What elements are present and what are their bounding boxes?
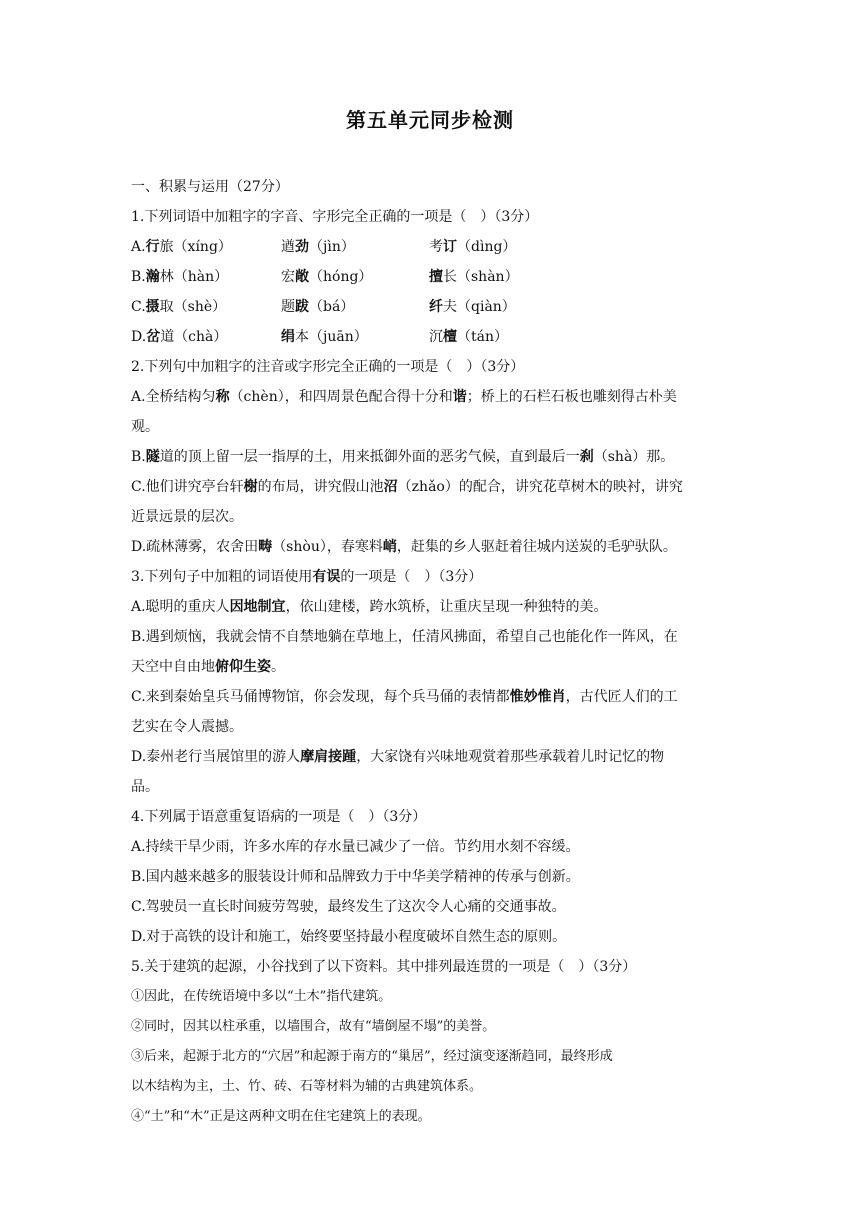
question-2-option-c: C.他们讲究亭台轩榭的布局，讲究假山池沼（zhǎo）的配合，讲究花草树木的映衬，讲究 (131, 479, 683, 495)
question-2-option-c-cont: 近景远景的层次。 (131, 509, 243, 525)
question-3-option-b: B.遇到烦恼，我就会情不自禁地躺在草地上，任清风拂面，希望自己也能化作一阵风，在 (131, 629, 678, 645)
section-heading: 一、积累与运用（27分） (131, 179, 289, 195)
option-word: 沉檀（tán） (429, 329, 508, 345)
question-3-option-c-cont: 艺实在令人震撼。 (131, 719, 243, 735)
question-1-option-c (131, 292, 731, 322)
question-4-stem: 4.下列属于语意重复语病的一项是（ ）（3分） (131, 809, 427, 825)
option-word: 绢本（juān） (281, 329, 368, 345)
question-5-sentence-4: ④“土”和“木”正是这两种文明在住宅建筑上的表现。 (131, 1109, 431, 1124)
option-word: 遒劲（jìn） (281, 239, 355, 255)
question-3-option-c: C.来到秦始皇兵马俑博物馆，你会发现，每个兵马俑的表情都惟妙惟肖，古代匠人们的工 (131, 689, 678, 705)
question-4-option-b: B.国内越来越多的服装设计师和品牌致力于中华美学精神的传承与创新。 (131, 869, 580, 885)
question-2-option-a-cont: 观。 (131, 419, 159, 435)
question-4-option-c: C.驾驶员一直长时间疲劳驾驶，最终发生了这次令人心痛的交通事故。 (131, 899, 566, 915)
question-4-option-a: A.持续干旱少雨，许多水库的存水量已减少了一倍。节约用水刻不容缓。 (131, 839, 580, 855)
page-title: 第五单元同步检测 (346, 108, 514, 132)
question-3-stem: 3.下列句子中加粗的词语使用有误的一项是（ ）（3分） (131, 569, 483, 585)
question-2-option-d: D.疏林薄雾，农舍田畴（shòu），春寒料峭，赶集的乡人驱赶着往城内送炭的毛驴驮队。 (131, 539, 677, 555)
option-word: 宏敞（hóng） (281, 269, 373, 285)
question-5-sentence-3: ③后来，起源于北方的“穴居”和起源于南方的“巢居”，经过演变逐渐趋同，最终形成 (131, 1049, 613, 1064)
option-word: 擅长（shàn） (429, 269, 519, 285)
option-word: C.摄取（shè） (131, 299, 227, 315)
question-2-option-a: A.全桥结构匀称（chèn），和四周景色配合得十分和谐；桥上的石栏石板也雕刻得古朴美 (131, 389, 677, 405)
option-word: A.行旅（xíng） (131, 239, 232, 255)
option-word: 题跋（bá） (281, 299, 355, 315)
question-5-sentence-2: ②同时，因其以柱承重，以墙围合，故有“墙倒屋不塌”的美誉。 (131, 1019, 496, 1034)
question-3-option-d: D.泰州老行当展馆里的游人摩肩接踵，大家饶有兴味地观赏着那些承载着儿时记忆的物 (131, 749, 665, 765)
option-word: D.岔道（chà） (131, 329, 228, 345)
question-1-option-a (131, 232, 731, 262)
question-2-stem: 2.下列句中加粗字的注音或字形完全正确的一项是（ ）（3分） (131, 359, 525, 375)
question-3-option-b-cont: 天空中自由地俯仰生姿。 (131, 659, 285, 675)
option-word: B.瀚林（hàn） (131, 269, 229, 285)
question-5-sentence-3-cont: 以木结构为主，土、竹、砖、石等材料为辅的古典建筑体系。 (131, 1079, 483, 1094)
question-1-stem: 1.下列词语中加粗字的字音、字形完全正确的一项是（ ）（3分） (131, 209, 539, 225)
option-word: 考订（dìng） (429, 239, 517, 255)
question-5-sentence-1: ①因此，在传统语境中多以“土木”指代建筑。 (131, 989, 392, 1004)
document-body (131, 172, 731, 1132)
question-1-option-d (131, 322, 731, 352)
option-word: 纤夫（qiàn） (429, 299, 516, 315)
question-5-stem: 5.关于建筑的起源，小谷找到了以下资料。其中排列最连贯的一项是（ ）（3分） (131, 959, 637, 975)
question-3-option-a: A.聪明的重庆人因地制宜，依山建楼，跨水筑桥，让重庆呈现一种独特的美。 (131, 599, 608, 615)
question-4-option-d: D.对于高铁的设计和施工，始终要坚持最小程度破坏自然生态的原则。 (131, 929, 567, 945)
question-1-option-b (131, 262, 731, 292)
question-2-option-b: B.隧道的顶上留一层一指厚的土，用来抵御外面的恶劣气候，直到最后一刹（shà）那。 (131, 449, 675, 465)
question-3-option-d-cont: 品。 (131, 779, 159, 795)
